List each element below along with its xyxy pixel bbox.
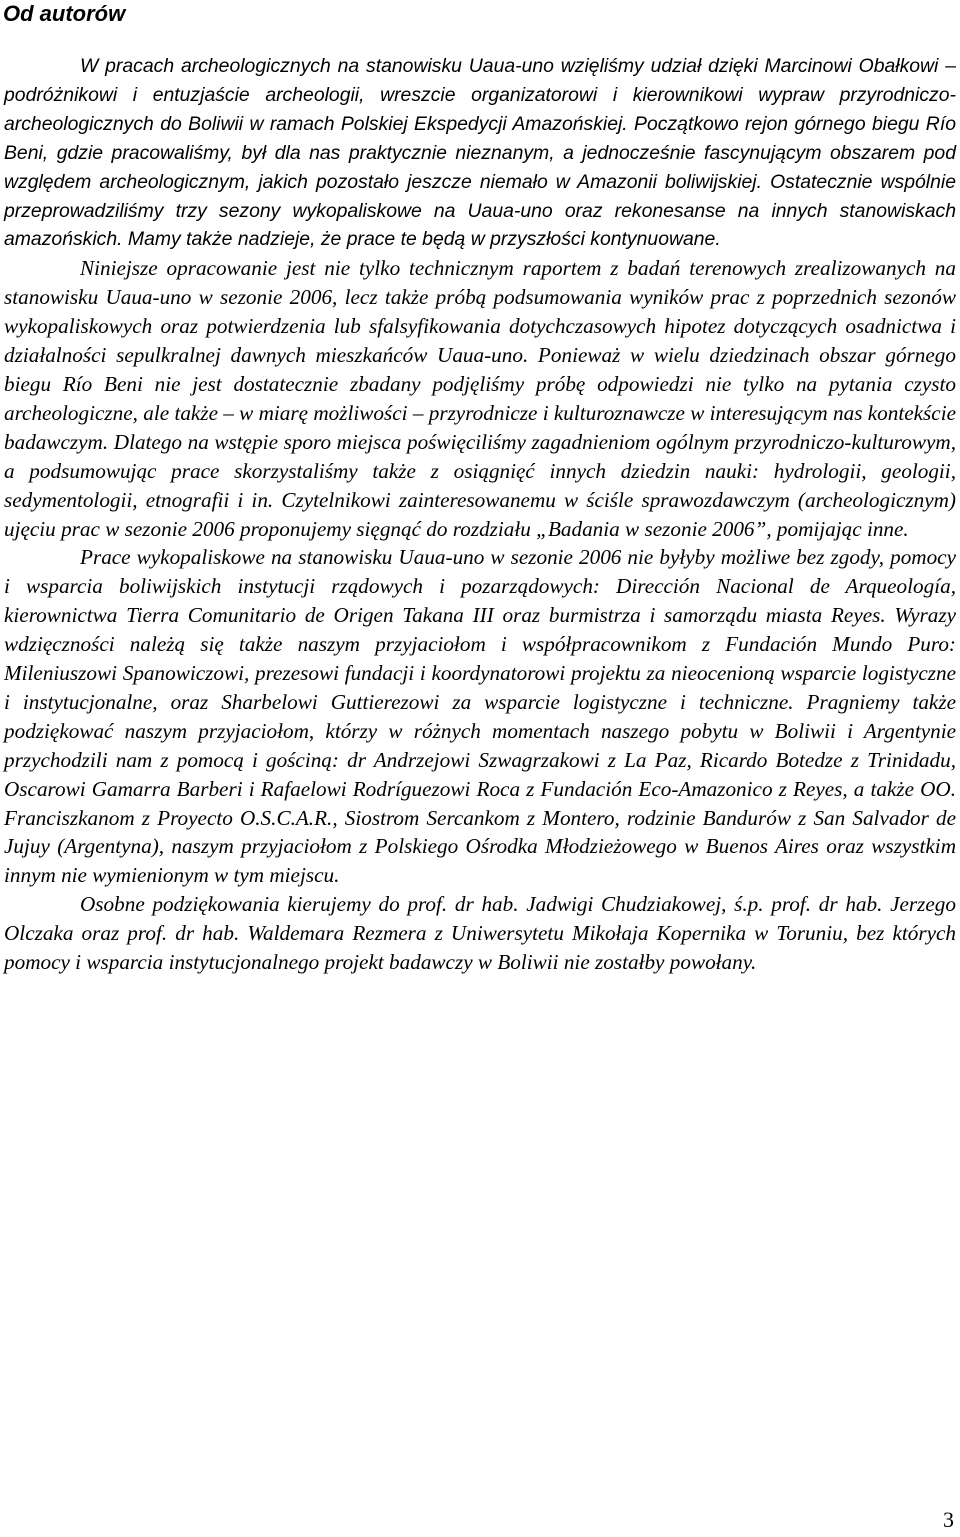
- paragraph-1-text: W pracach archeologicznych na stanowisku Uaua-uno wzięliśmy udział dzięki Marcinowi Obałkowi – podróżnikowi i entuzjaście archeologii, wreszcie organizatorowi i kierownikowi wypraw przyrodniczo-archeologicznych do Boliwii w ramach Polskiej Ekspedycji Amazońskiej. Początkowo rejon górnego biegu Río Beni, gdzie pracowaliśmy, był dla nas praktycznie nieznanym, a jednocześnie fascynującym obszarem pod względem archeologicznym, jakich pozostało jeszcze niemało w Amazonii boliwijskiej. Ostatecznie wspólnie przeprowadziliśmy trzy sezony wykopaliskowe na Uaua-uno oraz rekonesanse na innych stanowiskach amazońskich. Mamy także nadzieje, że prace te będą w przyszłości kontynuowane.: [4, 55, 956, 251]
- paragraph-2: Niniejsze opracowanie jest nie tylko technicznym raportem z badań terenowych zrealizowanych na stanowisku Uaua-uno w sezonie 2006, lecz także próbą podsumowania wyników prac z poprzednich sezonów wykopaliskowych oraz potwierdzenia lub sfalsyfikowania dotychczasowych hipotez dotyczących osadnictwa i działalności sepulkralnej dawnych mieszkańców Uaua-uno. Ponieważ w wielu dziedzinach obszar górnego biegu Río Beni nie jest dostatecznie zbadany podjęliśmy próbę odpowiedzi nie tylko na pytania czysto archeologiczne, ale także – w miarę możliwości – przyrodnicze i kulturoznawcze w interesującym nas kontekście badawczym. Dlatego na wstępie sporo miejsca poświęciliśmy zagadnieniom ogólnym przyrodniczo-kulturowym, a podsumowując prace skorzystaliśmy także z osiągnięć innych dziedzin nauki: hydrologii, geologii, sedymentologii, etnografii i in. Czytelnikowi zainteresowanemu w ściśle sprawozdawczym (archeologicznym) ujęciu prac w sezonie 2006 proponujemy sięgnąć do rozdziału „Badania w sezonie 2006”, pomijając inne.: [4, 256, 956, 541]
- section-heading: Od autorów: [3, 1, 126, 26]
- page-number: 3: [943, 1507, 954, 1532]
- paragraph-4: Osobne podziękowania kierujemy do prof. dr hab. Jadwigi Chudziakowej, ś.p. prof. dr hab. Jerzego Olczaka oraz prof. dr hab. Waldemara Rezmera z Uniwersytetu Mikołaja Kopernika w Toruniu, bez których pomocy i wsparcia instytucjonalnego projekt badawczy w Boliwii nie zostałby powołany.: [4, 892, 956, 975]
- paragraph-3: Prace wykopaliskowe na stanowisku Uaua-uno w sezonie 2006 nie byłyby możliwe bez zgody, pomocy i wsparcia boliwijskich instytucji rządowych i pozarządowych: Dirección Nacional de Arqueología, kierownictwa Tierra Comunitario de Origen Takana III oraz burmistrza i samorządu miasta Reyes. Wyrazy wdzięczności należą się także naszym przyjaciołom i współpracownikom z Fundación Mundo Puro: Mileniuszowi Spanowiczowi, prezesowi fundacji i koordynatorowi projektu za nieocenioną wsparcie logistyczne i instytucjonalne, oraz Sharbelowi Guttierezowi za wsparcie logistyczne i techniczne. Pragniemy także podziękować naszym przyjaciołom, którzy w różnych momentach naszego pobytu w Boliwii i Argentynie przychodzili nam z pomocą i gościną: dr Andrzejowi Szwagrzakowi z La Paz, Ricardo Botedze z Trinidadu, Oscarowi Gamarra Barberi i Rafaelowi Rodríguezowi Roca z Fundación Eco-Amazonico z Reyes, a także OO. Franciszkanom z Proyecto O.S.C.A.R., Siostrom Sercankom z Montero, rodzinie Bandurów z San Salvador de Jujuy (Argentyna), naszym przyjaciołom z Polskiego Ośrodka Młodzieżowego w Buenos Aires oraz wszystkim innym nie wymienionym w tym miejscu.: [4, 545, 956, 888]
- body-text: [4, 52, 956, 977]
- paragraph-1: [4, 52, 956, 254]
